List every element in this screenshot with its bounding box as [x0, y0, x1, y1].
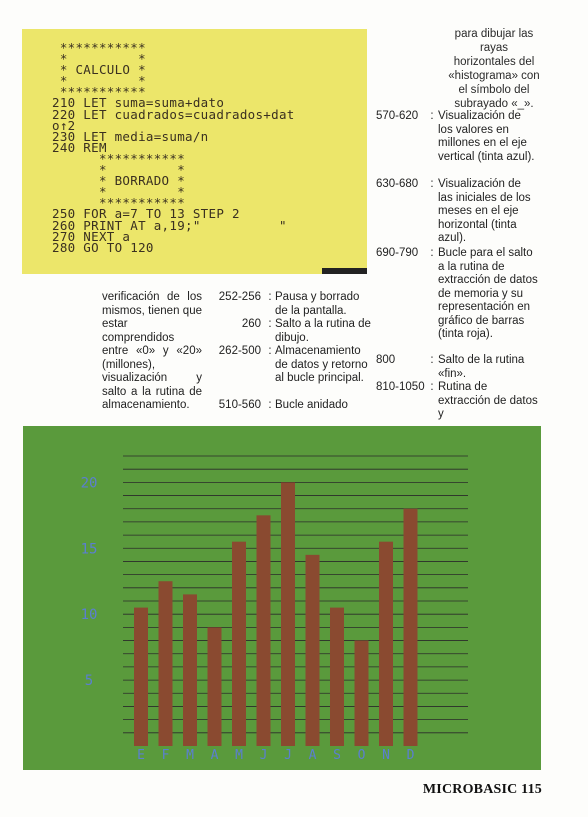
line-range: 510-560	[218, 399, 261, 411]
line-range: 800	[376, 354, 396, 366]
bar	[183, 594, 197, 746]
footer-brand: MICROBASIC	[422, 782, 518, 797]
line-range: 260	[241, 318, 261, 330]
left-column	[102, 291, 202, 413]
y-tick-label: 15	[80, 541, 98, 558]
colon: :	[430, 110, 434, 122]
colon: :	[268, 291, 272, 303]
colon: :	[430, 354, 434, 366]
bar	[159, 581, 173, 746]
x-category-label: M	[235, 748, 243, 763]
line-description: Visualización de las iniciales de los meses en el eje horizontal (tinta azul).	[438, 178, 531, 244]
right-entry	[376, 381, 538, 422]
line-description: Bucle anidado	[275, 399, 348, 411]
line-range: 262-500	[218, 345, 261, 357]
bar	[306, 555, 320, 746]
line-description: Bucle para el salto a la rutina de extracción de datos de memoria y su representación en gráfico de barras (tinta roja).	[438, 247, 538, 340]
mid-entry	[203, 399, 375, 413]
line-description: Visualización de los valores en millones en el eje vertical (tinta azul).	[438, 110, 535, 163]
right-entry	[376, 354, 538, 381]
line-range: 630-680	[376, 178, 419, 190]
line-description: Salto a la rutina de dibujo.	[275, 318, 371, 344]
line-range: 252-256	[218, 291, 261, 303]
intro-paragraph: para dibujar las rayas horizontales del «histograma» con el símbolo del subrayado «_».	[448, 28, 540, 110]
x-category-label: N	[382, 748, 390, 763]
screen-cursor-bar	[322, 268, 367, 274]
bar	[404, 509, 418, 746]
colon: :	[430, 178, 434, 190]
line-description: Pausa y borrado de la pantalla.	[275, 291, 360, 317]
colon: :	[268, 345, 272, 357]
bar	[134, 608, 148, 746]
code-listing	[22, 29, 367, 274]
right-entry	[376, 178, 538, 246]
code-text: *********** * * * CALCULO * * * *********** 210 LET suma=suma+dato 220 LET cuadrados=cuadrados+dat o↑2 230 LET media=suma/n 240 REM *********** * * * BORRADO * * * *********** 250 FOR a=7 TO 13 STEP 2 260 PRINT AT a,19;" " 270 NEXT a 280 GO TO 120	[52, 40, 295, 255]
colon: :	[268, 399, 272, 411]
mid-entry	[203, 345, 375, 386]
x-category-label: O	[357, 748, 366, 763]
footer-page-number: 115	[521, 782, 542, 797]
x-category-label: M	[186, 748, 194, 763]
bar	[208, 627, 222, 746]
bar	[330, 608, 344, 746]
x-category-label: J	[259, 748, 268, 763]
mid-entry	[203, 318, 375, 345]
line-description: Salto de la rutina «fin».	[438, 354, 525, 380]
left-column-text: verificación de los mismos, tienen que estar comprendidos entre «0» y «20» (millones), visualización y salto a la rutina de almacenamiento.	[102, 291, 202, 411]
x-category-label: A	[210, 748, 219, 763]
bar	[355, 641, 369, 746]
bar-chart	[23, 426, 541, 770]
line-range: 690-790	[376, 247, 419, 259]
chart-svg	[23, 426, 541, 770]
x-category-label: F	[161, 748, 170, 763]
bar	[281, 482, 295, 746]
y-tick-label: 20	[80, 475, 98, 492]
line-description: Almacenamiento de datos y retorno al bucle principal.	[275, 345, 368, 384]
x-category-label: E	[137, 748, 145, 763]
colon: :	[430, 381, 434, 393]
line-range: 570-620	[376, 110, 419, 122]
right-entry	[376, 247, 538, 342]
bar	[257, 515, 271, 746]
x-category-label: J	[284, 748, 292, 763]
x-category-label: S	[333, 748, 341, 763]
colon: :	[268, 318, 272, 330]
bar	[379, 542, 393, 746]
colon: :	[430, 247, 434, 259]
page-footer	[423, 782, 542, 798]
mid-entry	[203, 291, 375, 318]
line-description: Rutina de extracción de datos y	[438, 381, 538, 420]
x-category-label: D	[406, 748, 415, 763]
y-tick-label: 10	[80, 607, 98, 624]
bar	[232, 542, 246, 746]
line-range: 810-1050	[376, 381, 425, 393]
x-category-label: A	[308, 748, 317, 763]
right-entry	[376, 110, 538, 164]
y-tick-label: 5	[84, 673, 94, 690]
